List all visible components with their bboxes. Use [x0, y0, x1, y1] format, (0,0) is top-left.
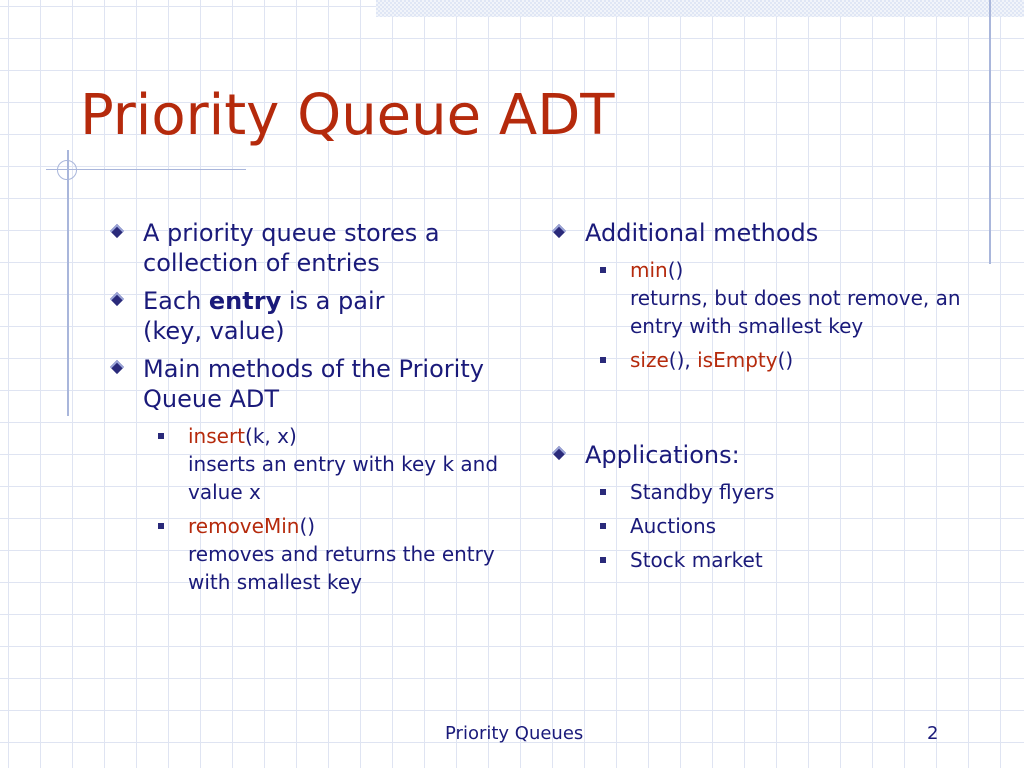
- method-name: insert: [188, 424, 246, 448]
- square-bullet-icon: [158, 433, 164, 439]
- square-bullet-icon: [600, 489, 606, 495]
- slide-title: Priority Queue ADT: [80, 83, 615, 148]
- bullet-entry-definition: [108, 286, 528, 346]
- circle-decoration: [57, 160, 77, 180]
- right-column: [550, 218, 990, 580]
- bullet-text: A priority queue stores a collection of entries: [143, 219, 440, 277]
- diamond-bullet-icon: [552, 446, 566, 460]
- bullet-text-pre: Each: [143, 287, 209, 315]
- bullet-additional-methods: [550, 218, 990, 248]
- bullet-main-methods: [108, 354, 528, 414]
- method-removemin: [108, 512, 528, 596]
- bullet-text: Applications:: [585, 441, 740, 469]
- method-desc: inserts an entry with key k and value x: [188, 452, 499, 504]
- method-name: min: [630, 258, 668, 282]
- footer-title: Priority Queues: [445, 723, 584, 744]
- spacer: [550, 380, 990, 440]
- square-bullet-icon: [600, 357, 606, 363]
- method-name: removeMin: [188, 514, 300, 538]
- entry-term: entry: [208, 287, 282, 315]
- bullet-text: Main methods of the Priority Queue ADT: [143, 355, 484, 413]
- method-min: [550, 256, 990, 340]
- method-args-size: (): [668, 348, 685, 372]
- method-args-isempty: (): [777, 348, 794, 372]
- application-label: Auctions: [630, 514, 717, 538]
- method-insert: [108, 422, 528, 506]
- method-separator: ,: [684, 348, 698, 372]
- method-size-isempty: [550, 346, 990, 374]
- method-name-size: size: [630, 348, 669, 372]
- diamond-bullet-icon: [552, 224, 566, 238]
- diamond-bullet-icon: [110, 360, 124, 374]
- method-desc: returns, but does not remove, an entry with smallest key: [630, 286, 961, 338]
- diamond-bullet-icon: [110, 292, 124, 306]
- square-bullet-icon: [600, 557, 606, 563]
- application-item: [550, 546, 990, 574]
- square-bullet-icon: [600, 523, 606, 529]
- application-item: [550, 478, 990, 506]
- left-column: [108, 218, 528, 602]
- top-decorative-bar: [376, 0, 1024, 17]
- method-args: (k, x): [245, 424, 297, 448]
- diamond-bullet-icon: [110, 224, 124, 238]
- left-decorative-line: [67, 150, 69, 416]
- square-bullet-icon: [158, 523, 164, 529]
- method-desc: removes and returns the entry with smallest key: [188, 542, 495, 594]
- bullet-text: Additional methods: [585, 219, 819, 247]
- bullet-pq-definition: [108, 218, 528, 278]
- method-args: (): [667, 258, 684, 282]
- page-number: 2: [927, 723, 939, 744]
- method-args: (): [299, 514, 316, 538]
- application-label: Stock market: [630, 548, 763, 572]
- application-item: [550, 512, 990, 540]
- bullet-text-line2: (key, value): [143, 317, 285, 345]
- method-name-isempty: isEmpty: [697, 348, 778, 372]
- square-bullet-icon: [600, 267, 606, 273]
- bullet-applications: [550, 440, 990, 470]
- bullet-text-post: is a pair: [281, 287, 385, 315]
- application-label: Standby flyers: [630, 480, 775, 504]
